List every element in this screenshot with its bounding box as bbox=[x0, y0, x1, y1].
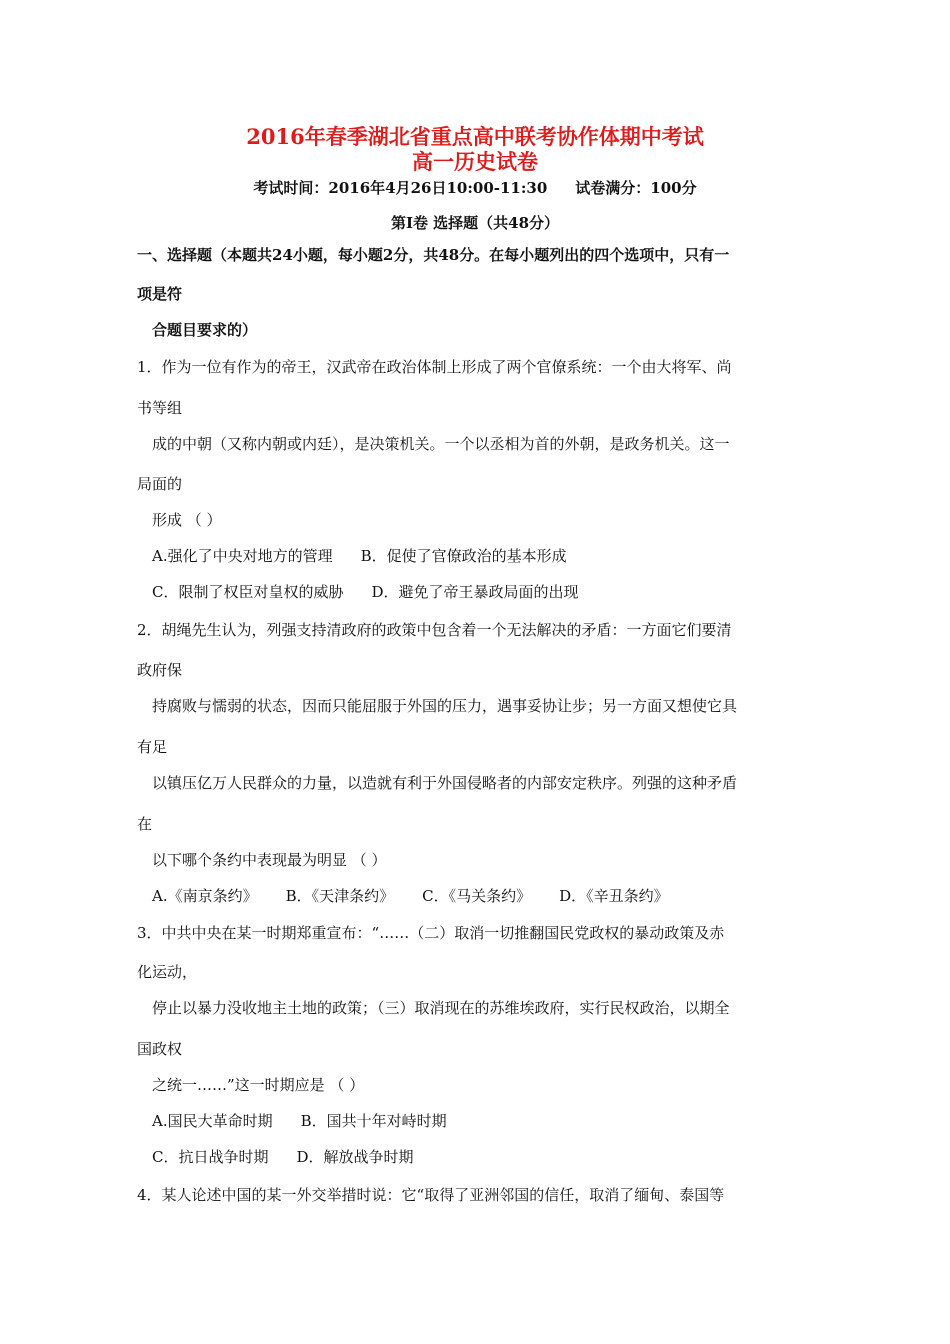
question-1-text: 书等组 bbox=[137, 399, 183, 417]
question-1-options bbox=[152, 581, 579, 603]
option-c: C．限制了权臣对皇权的威胁 bbox=[152, 583, 344, 601]
option-c: C．抗日战争时期 bbox=[152, 1148, 269, 1166]
exam-info bbox=[0, 177, 950, 199]
question-2-text: 持腐败与懦弱的状态，因而只能屈服于外国的压力，遇事妥协让步；另一方面又想使它具 bbox=[152, 697, 738, 715]
section-instruction-cont: 合题目要求的） bbox=[152, 321, 258, 339]
question-1-stem-end: 形成 （ ） bbox=[152, 511, 222, 529]
question-2-text: 有足 bbox=[137, 738, 168, 756]
question-1-text: 成的中朝（又称内朝或内廷），是决策机关。一个以丞相为首的外朝，是政务机关。这一 bbox=[152, 435, 730, 453]
question-4-text: 4．某人论述中国的某一外交举措时说：它“取得了亚洲邻国的信任，取消了缅甸、泰国等 bbox=[137, 1186, 725, 1204]
question-2-text: 2．胡绳先生认为，列强支持清政府的政策中包含着一个无法解决的矛盾：一方面它们要清 bbox=[137, 621, 732, 639]
question-3-options bbox=[152, 1146, 414, 1168]
option-d: D．解放战争时期 bbox=[296, 1148, 414, 1166]
question-3-stem-end: 之统一……”这一时期应是 （ ） bbox=[152, 1076, 365, 1094]
exam-time: 考试时间：2016年4月26日10:00-11:30 bbox=[253, 179, 548, 197]
question-3-options bbox=[152, 1110, 447, 1132]
option-a: A.强化了中央对地方的管理 bbox=[152, 547, 333, 565]
question-2-stem-end: 以下哪个条约中表现最为明显 （ ） bbox=[152, 851, 387, 869]
option-c: C．《马关条约》 bbox=[422, 887, 532, 905]
option-a: A.《南京条约》 bbox=[152, 887, 258, 905]
question-1-options bbox=[152, 545, 567, 567]
question-2-text: 以镇压亿万人民群众的力量，以造就有利于外国侵略者的内部安定秩序。列强的这种矛盾 bbox=[152, 774, 738, 792]
option-b: B．促使了官僚政治的基本形成 bbox=[360, 547, 567, 565]
option-b: B．国共十年对峙时期 bbox=[300, 1112, 447, 1130]
question-3-text: 3．中共中央在某一时期郑重宣布：“……（二）取消一切推翻国民党政权的暴动政策及赤 bbox=[137, 924, 725, 942]
question-1-text: 局面的 bbox=[137, 475, 183, 493]
option-a: A.国民大革命时期 bbox=[152, 1112, 273, 1130]
exam-title: 2016年春季湖北省重点高中联考协作体期中考试 bbox=[246, 124, 704, 149]
question-3-text: 国政权 bbox=[137, 1040, 183, 1058]
exam-subject-title: 高一历史试卷 bbox=[412, 149, 538, 174]
question-2-options bbox=[152, 885, 669, 907]
option-d: D．避免了帝王暴政局面的出现 bbox=[371, 583, 579, 601]
section-instruction: 一、选择题（本题共24小题，每小题2分，共48分。在每小题列出的四个选项中，只有一 bbox=[137, 246, 730, 264]
question-3-text: 停止以暴力没收地主土地的政策；（三）取消现在的苏维埃政府，实行民权政治，以期全 bbox=[152, 999, 730, 1017]
question-1-text: 1．作为一位有作为的帝王，汉武帝在政治体制上形成了两个官僚系统：一个由大将军、尚 bbox=[137, 358, 732, 376]
full-score: 试卷满分：100分 bbox=[575, 179, 697, 197]
option-b: B．《天津条约》 bbox=[285, 887, 395, 905]
option-d: D．《辛丑条约》 bbox=[559, 887, 669, 905]
question-2-text: 在 bbox=[137, 815, 153, 833]
part-title: 第Ⅰ卷 选择题（共48分） bbox=[390, 214, 560, 232]
section-instruction-cont: 项是符 bbox=[137, 285, 183, 303]
question-3-text: 化运动， bbox=[137, 963, 198, 981]
question-2-text: 政府保 bbox=[137, 661, 183, 679]
